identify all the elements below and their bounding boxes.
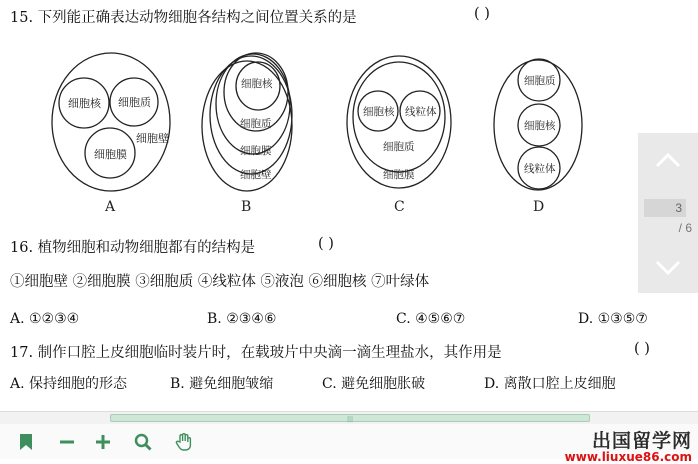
q17-stem: 17. 制作口腔上皮细胞临时装片时，在载玻片中央滴一滴生理盐水，其作用是 (10, 345, 502, 361)
bookmark-button[interactable] (14, 430, 38, 454)
chevron-up-icon (655, 152, 681, 168)
q17-option-a: A. 保持细胞的形态 (10, 376, 128, 392)
diagram-c-mitochondria-label: 线粒体 (405, 106, 437, 118)
page-down-button[interactable] (638, 245, 698, 291)
diagram-c-nucleus-label: 细胞核 (363, 106, 395, 118)
diagram-d-letter: D (533, 199, 545, 215)
q17-option-c: C. 避免细胞胀破 (322, 376, 426, 392)
q16-answer-paren: ( ) (318, 236, 334, 252)
zoom-out-button[interactable] (55, 430, 79, 454)
diagram-d-nucleus-label: 细胞核 (524, 120, 556, 132)
chevron-down-icon (655, 260, 681, 276)
diagram-b-membrane-label: 细胞膜 (240, 145, 272, 157)
watermark-title: 出国留学网 (591, 430, 692, 452)
q16-option-b: B. ②③④⑥ (207, 311, 277, 327)
diagram-a-membrane-label: 细胞膜 (94, 148, 127, 161)
page-total: / 6 (678, 221, 692, 235)
bookmark-icon (19, 433, 33, 451)
diagram-c-membrane-label: 细胞膜 (383, 169, 415, 181)
q16-items: ①细胞壁 ②细胞膜 ③细胞质 ④线粒体 ⑤液泡 ⑥细胞核 ⑦叶绿体 (10, 274, 430, 290)
diagram-d-mitochondria-label: 线粒体 (524, 163, 556, 175)
q16-option-d: D. ①③⑤⑦ (578, 311, 648, 327)
page-up-button[interactable] (638, 137, 698, 183)
q15-answer-paren: ( ) (474, 6, 490, 22)
q17-answer-paren: ( ) (634, 341, 650, 357)
scrollbar-thumb[interactable] (110, 414, 590, 422)
diagram-b-wall-label: 细胞壁 (240, 169, 272, 181)
q17-option-d: D. 离散口腔上皮细胞 (484, 376, 616, 392)
pan-button[interactable] (172, 430, 196, 454)
diagram-a-nucleus-label: 细胞核 (68, 97, 101, 110)
diagram-b-nucleus-label: 细胞核 (241, 78, 273, 90)
page-number-input[interactable]: 3 (644, 199, 686, 217)
zoom-in-icon (95, 434, 111, 450)
diagram-c-letter: C (394, 199, 405, 215)
q15-diagrams (0, 40, 620, 230)
watermark-url: www.liuxue86.com (564, 450, 692, 464)
diagram-c-cytoplasm-label: 细胞质 (383, 141, 415, 153)
diagram-a-letter: A (105, 199, 116, 215)
q16-option-a: A. ①②③④ (10, 311, 80, 327)
horizontal-scrollbar[interactable] (0, 411, 698, 424)
site-watermark (565, 426, 692, 464)
hand-icon (174, 432, 194, 452)
q15-stem: 15. 下列能正确表达动物细胞各结构之间位置关系的是 (10, 10, 357, 26)
search-icon (134, 433, 152, 451)
q16-stem: 16. 植物细胞和动物细胞都有的结构是 (10, 240, 256, 256)
diagram-a-wall-label: 细胞壁 (136, 132, 169, 145)
q17-option-b: B. 避免细胞皱缩 (170, 376, 274, 392)
diagram-b-letter: B (241, 199, 252, 215)
grip-icon: ||| (347, 416, 354, 423)
diagram-b-cytoplasm-label: 细胞质 (240, 118, 272, 130)
bottom-toolbar (0, 424, 698, 464)
search-button[interactable] (131, 430, 155, 454)
diagram-d-cytoplasm-label: 细胞质 (524, 75, 556, 87)
zoom-out-icon (59, 434, 75, 450)
zoom-in-button[interactable] (91, 430, 115, 454)
page-navigator (638, 133, 698, 293)
diagram-a-wall (52, 53, 170, 191)
q16-option-c: C. ④⑤⑥⑦ (396, 311, 466, 327)
diagram-a-cytoplasm-label: 细胞质 (118, 96, 151, 109)
